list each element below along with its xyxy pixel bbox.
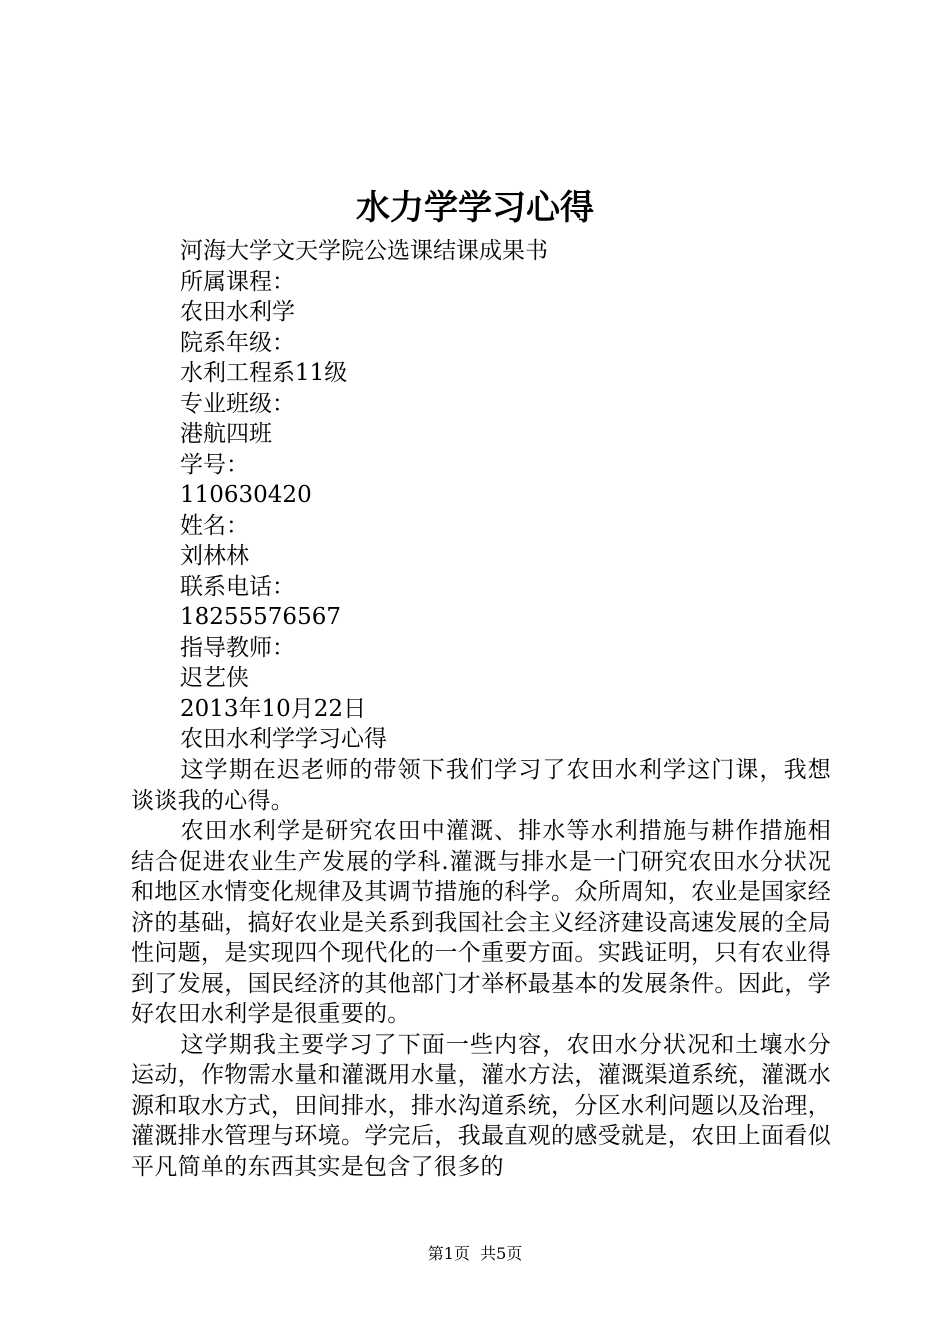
body-paragraph: 这学期在迟老师的带领下我们学习了农田水利学这门课，我想谈谈我的心得。 — [131, 757, 831, 814]
cover-info-line: 专业班级： — [180, 390, 295, 417]
body-paragraph: 农田水利学是研究农田中灌溉、排水等水利措施与耕作措施相结合促进农业生产发展的学科.灌溉与排水是一门研究农田水分状况和地区水情变化规律及其调节措施的科学。众所周知，农业是国家经济的基础，搞好农业是关系到我国社会主义经济建设高速发展的全局性问题，是实现四个现代化的一个重要方面。实践证明，只有农业得到了发展，国民经济的其他部门才举杯最基本的发展条件。因此，学好农田水利学是很重要的。 — [131, 818, 831, 1027]
cover-info-line: 河海大学文天学院公选课结课成果书 — [180, 238, 548, 264]
cover-info-line: 指导教师： — [180, 634, 295, 661]
cover-info-line: 2013年10月22日 — [180, 695, 367, 722]
cover-info-line: 姓名： — [180, 512, 249, 539]
cover-info-line: 港航四班 — [180, 421, 272, 447]
cover-info-line: 刘林林 — [180, 543, 249, 569]
cover-info-line: 农田水利学 — [180, 299, 295, 325]
cover-info-line: 迟艺侠 — [180, 665, 249, 691]
page-number: 第1页 共5页 — [427, 1244, 523, 1263]
cover-info-line: 水利工程系11级 — [180, 360, 348, 386]
document-title: 水力学学习心得 — [356, 188, 594, 228]
page-footer — [0, 1243, 950, 1265]
cover-info-list — [180, 236, 860, 755]
cover-info-line: 农田水利学学习心得 — [180, 726, 387, 752]
cover-info-line: 联系电话： — [180, 573, 295, 600]
body-text — [131, 755, 831, 1182]
cover-info-line: 学号： — [180, 451, 249, 478]
cover-info-line: 110630420 — [180, 482, 312, 508]
cover-info-line: 院系年级： — [180, 329, 295, 356]
body-paragraph: 这学期我主要学习了下面一些内容，农田水分状况和土壤水分运动，作物需水量和灌溉用水量，灌水方法，灌溉渠道系统，灌溉水源和取水方式，田间排水，排水沟道系统，分区水利问题以及治理，灌溉排水管理与环境。学完后，我最直观的感受就是，农田上面看似平凡简单的东西其实是包含了很多的 — [131, 1031, 831, 1180]
cover-info-line: 18255576567 — [180, 604, 341, 630]
cover-info-line: 所属课程： — [180, 268, 295, 295]
